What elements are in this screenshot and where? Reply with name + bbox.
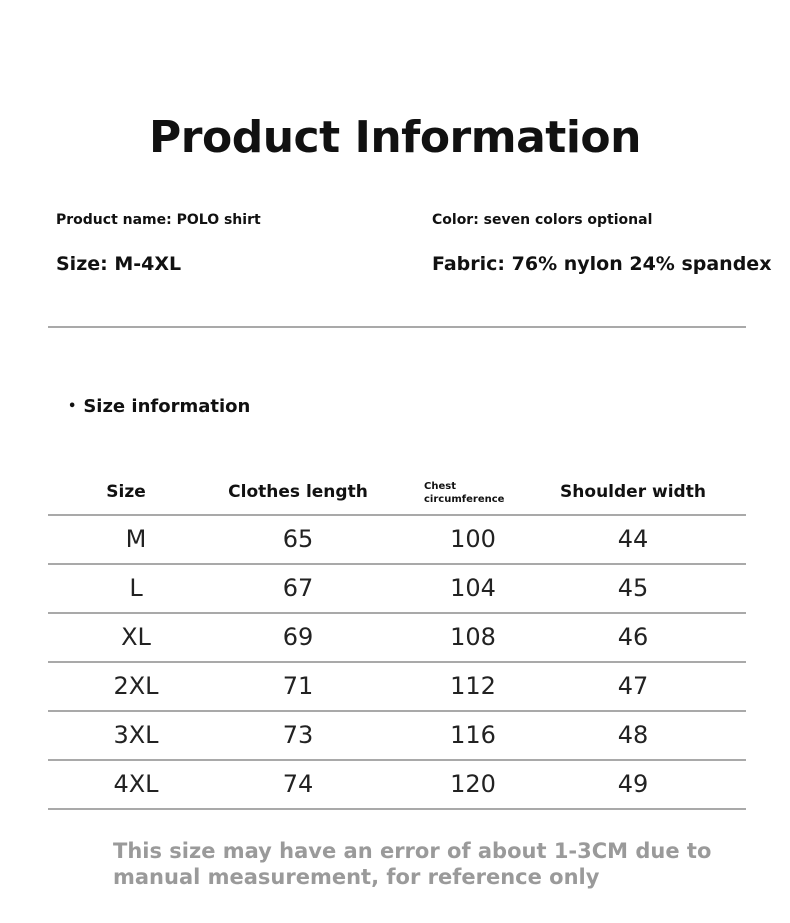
- bullet-icon: •: [68, 399, 77, 414]
- clothes-length-cell: 69: [282, 623, 314, 651]
- table-row: [48, 516, 746, 565]
- table-row: [48, 614, 746, 663]
- size-cell: XL: [121, 623, 151, 651]
- column-header-size: Size: [106, 482, 146, 502]
- clothes-length-cell: 74: [282, 770, 314, 798]
- shoulder-width-cell: 47: [617, 672, 649, 700]
- shoulder-width-cell: 46: [617, 623, 649, 651]
- size-cell: M: [125, 525, 147, 553]
- chest-cell: 100: [450, 525, 496, 553]
- table-row: [48, 565, 746, 614]
- chest-header-line-1: Chest: [424, 481, 456, 492]
- clothes-length-cell: 71: [282, 672, 314, 700]
- shoulder-width-cell: 48: [617, 721, 649, 749]
- size-information-heading: [68, 396, 250, 417]
- table-row: [48, 761, 746, 810]
- product-size-text: Size: M-4XL: [56, 253, 182, 275]
- chest-cell: 116: [450, 721, 496, 749]
- size-cell: L: [129, 574, 143, 602]
- chest-cell: 120: [450, 770, 496, 798]
- chest-cell: 108: [450, 623, 496, 651]
- product-name-text: Product name: POLO shirt: [56, 212, 261, 228]
- table-row: [48, 663, 746, 712]
- size-table: [48, 470, 746, 810]
- chest-cell: 112: [450, 672, 496, 700]
- measurement-note: This size may have an error of about 1-3CM due to manual measurement, for reference only: [113, 839, 712, 889]
- size-cell: 4XL: [113, 770, 159, 798]
- chest-cell: 104: [450, 574, 496, 602]
- product-color-text: Color: seven colors optional: [432, 212, 653, 228]
- size-information-label: Size information: [83, 396, 251, 417]
- shoulder-width-cell: 44: [617, 525, 649, 553]
- size-cell: 3XL: [113, 721, 159, 749]
- column-header-chest-circumference: [424, 480, 534, 506]
- size-cell: 2XL: [113, 672, 159, 700]
- shoulder-width-cell: 45: [617, 574, 649, 602]
- clothes-length-cell: 73: [282, 721, 314, 749]
- chest-header-line-2: circumference: [424, 494, 505, 505]
- product-fabric-text: Fabric: 76% nylon 24% spandex: [432, 253, 772, 275]
- clothes-length-cell: 65: [282, 525, 314, 553]
- column-header-shoulder-width: Shoulder width: [560, 482, 706, 502]
- section-divider: [48, 326, 746, 328]
- clothes-length-cell: 67: [282, 574, 314, 602]
- size-table-header: [48, 470, 746, 516]
- table-row: [48, 712, 746, 761]
- column-header-clothes-length: Clothes length: [228, 482, 368, 502]
- shoulder-width-cell: 49: [617, 770, 649, 798]
- page-title: Product Information: [149, 112, 641, 163]
